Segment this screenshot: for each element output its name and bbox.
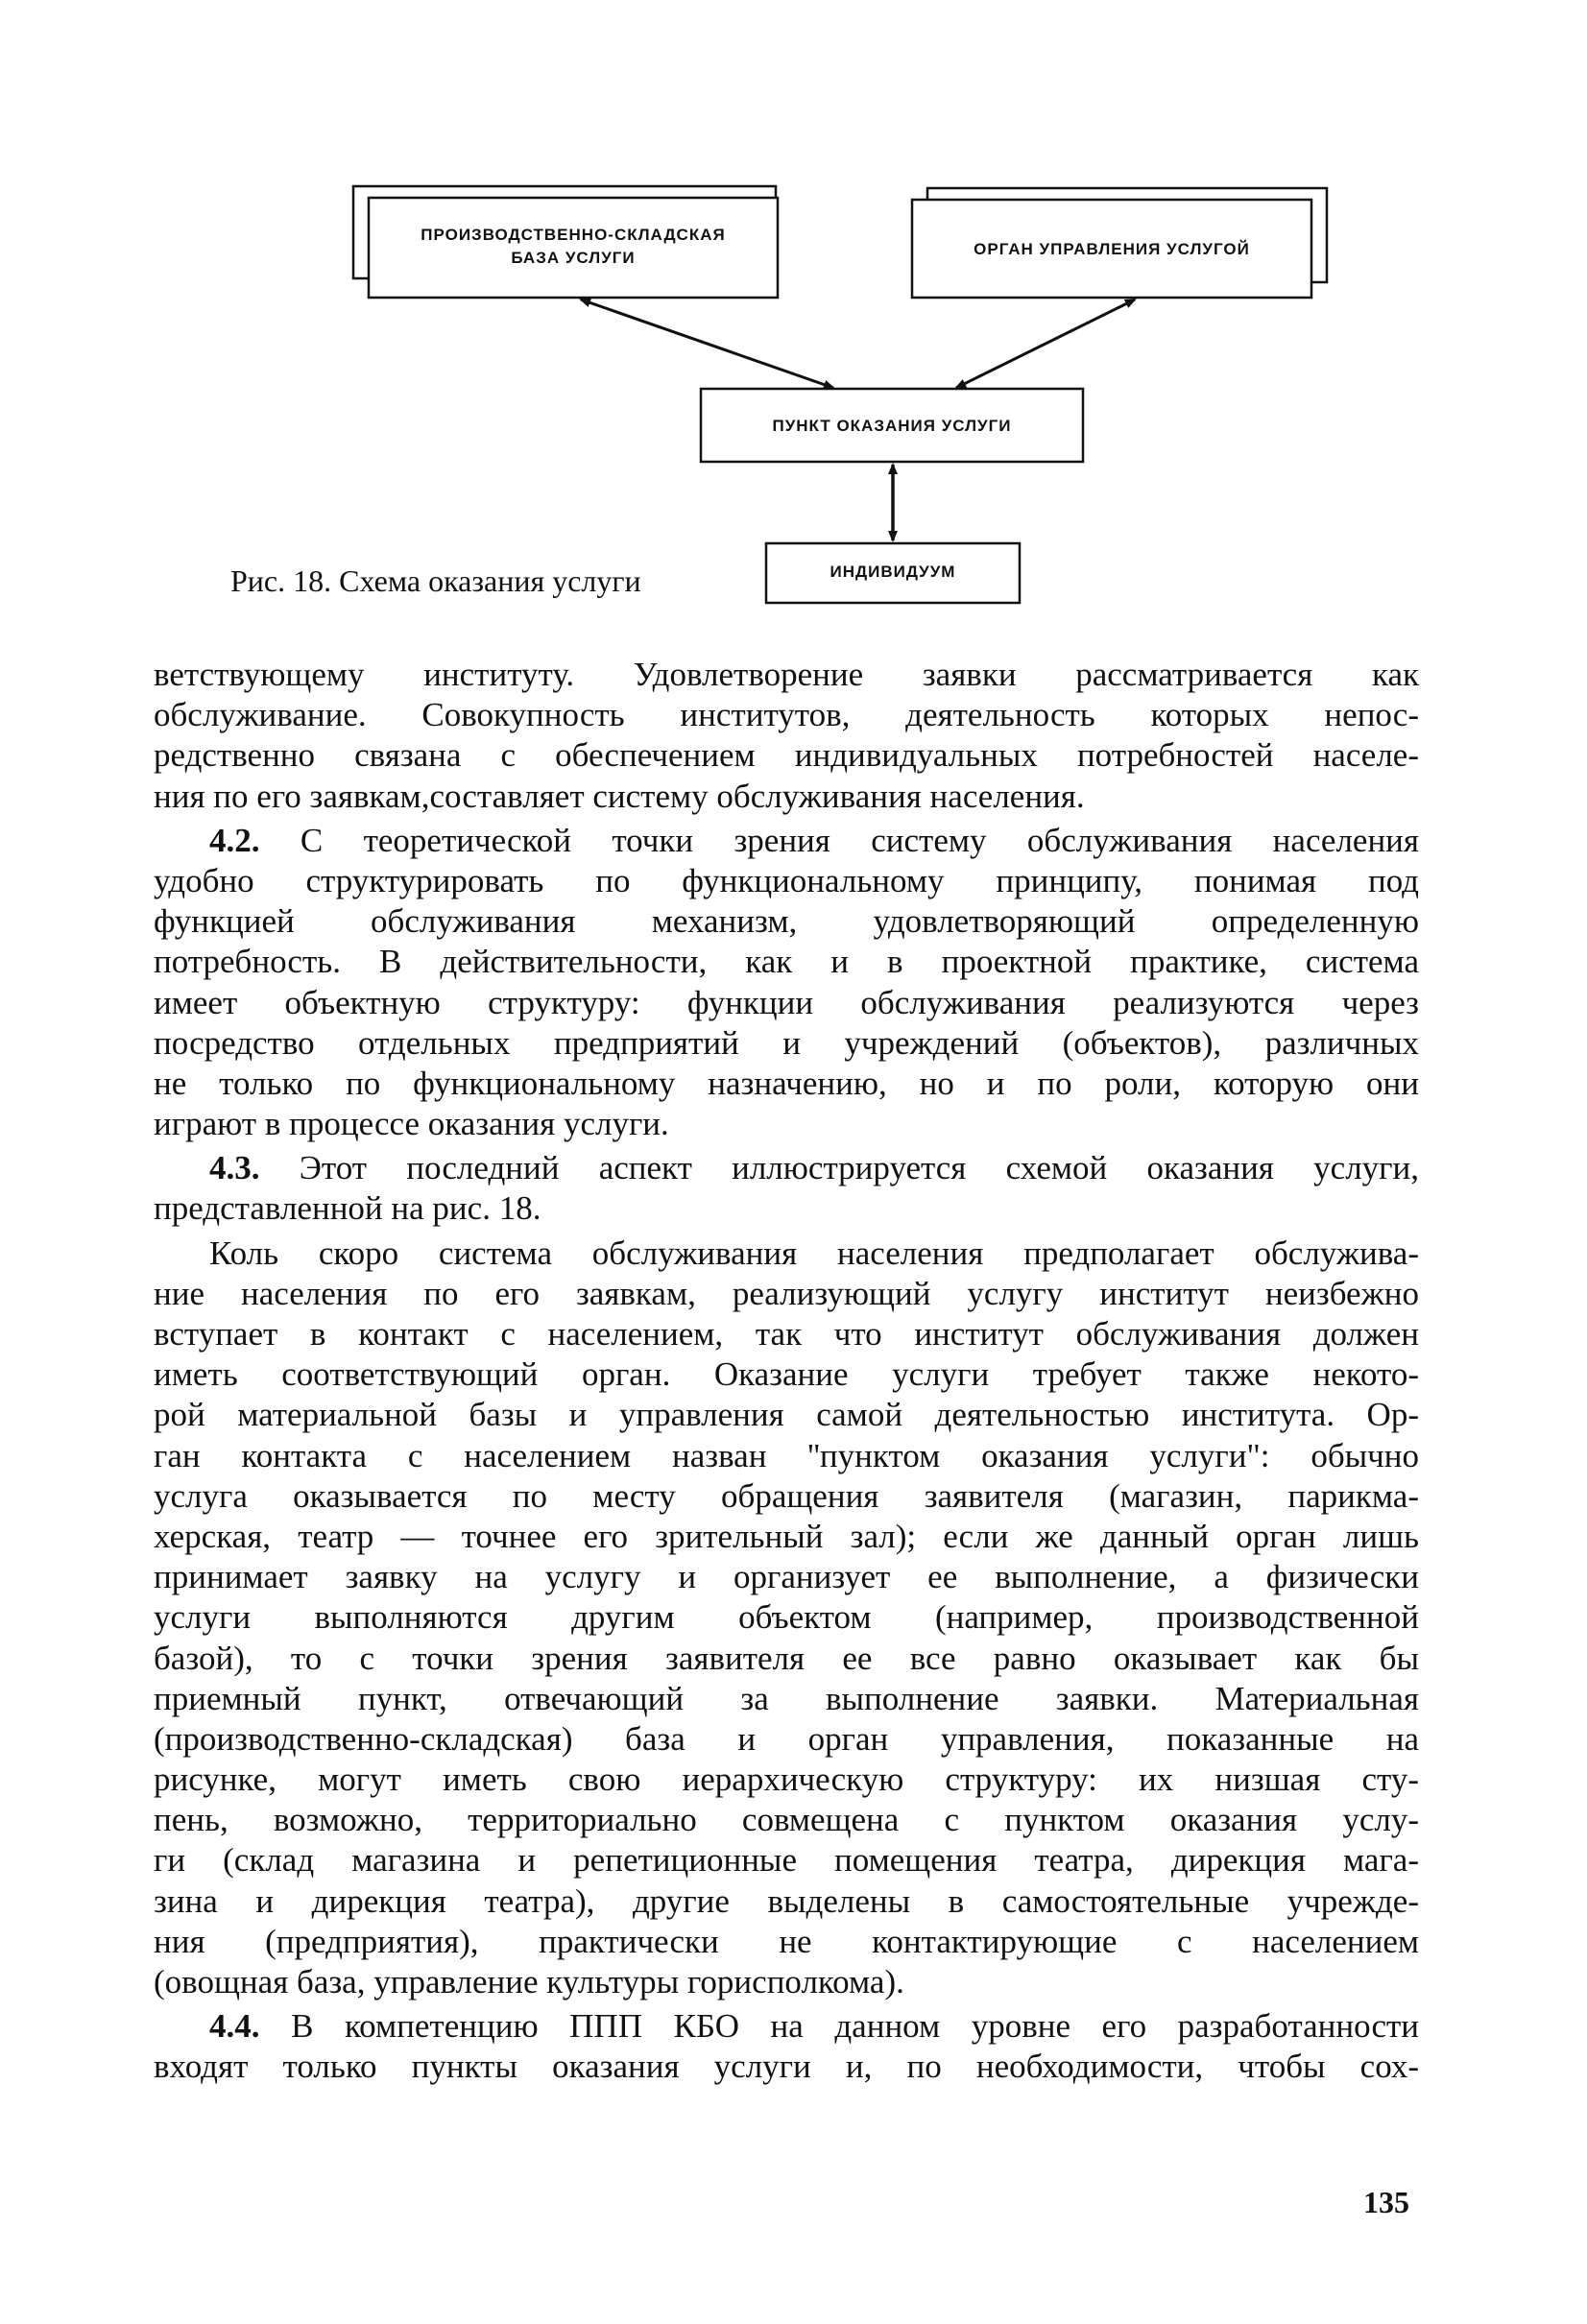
text-line: играют в процессе оказания услуги.: [154, 1105, 669, 1143]
individual-box: [766, 543, 1020, 603]
text-line: потребность. В действительности, как и в проектной практике, система: [154, 943, 1419, 981]
text-line: (овощная база, управление культуры горисполкома).: [154, 1963, 904, 2001]
text-line: (производственно-складская) база и орган управления, показанные на: [154, 1719, 1419, 1758]
paragraph-number: 4.3.: [209, 1149, 260, 1187]
text-line: посредство отдельных предприятий и учреждений (объектов), различных: [154, 1023, 1419, 1062]
paragraph-4-4: [154, 2006, 1419, 2087]
paragraph-number: 4.2.: [209, 821, 260, 859]
service-point-label: ПУНКТ ОКАЗАНИЯ УСЛУГИ: [772, 417, 1012, 435]
text-line: ветствующему институту. Удовлетворение заявки рассматривается как: [154, 656, 1419, 693]
arrow-base-to-point: [581, 299, 833, 388]
figure-caption: Рис. 18. Схема оказания услуги: [230, 563, 641, 598]
paragraph-4-2: [154, 821, 1419, 1145]
paragraph-number: 4.4.: [209, 2007, 260, 2046]
arrow-management-to-point: [956, 299, 1135, 388]
text-line: рой материальной базы и управления самой деятельностью института. Ор-: [154, 1396, 1419, 1434]
page-number: 135: [1363, 2185, 1409, 2219]
text-line: представленной на рис. 18.: [154, 1189, 541, 1228]
text-line: Коль скоро система обслуживания населения предполагает обслужива-: [209, 1234, 1419, 1272]
text-line: зина и дирекция театра), другие выделены в самостоятельные учрежде-: [154, 1881, 1419, 1920]
text-line: 4.4. В компетенцию ППП КБО на данном уровне его разработанности: [209, 2007, 1419, 2046]
text-line: иметь соответствующий орган. Оказание услуги требует также некото-: [154, 1355, 1419, 1394]
paragraph-1: [154, 655, 1419, 817]
text-line: входят только пункты оказания услуги и, по необходимости, чтобы сох-: [154, 2048, 1419, 2086]
text-line: удобно структурировать по функциональному принципу, понимая под: [154, 861, 1419, 899]
text-line: услуги выполняются другим объектом (например, производственной: [154, 1598, 1419, 1637]
text-line: ги (склад магазина и репетиционные помещения театра, дирекция мага-: [154, 1841, 1419, 1880]
production-base-box: [353, 186, 778, 298]
text-line: приемный пункт, отвечающий за выполнение заявки. Материальная: [154, 1679, 1419, 1717]
management-label: ОРГАН УПРАВЛЕНИЯ УСЛУГОЙ: [974, 240, 1250, 258]
management-box: [912, 188, 1327, 298]
body-text: [154, 655, 1419, 2088]
text-line: ния (предприятия), практически не контактирующие с населением: [154, 1922, 1419, 1960]
text-line: не только по функциональному назначению, но и по роли, которую они: [154, 1064, 1419, 1102]
paragraph-4-3: [154, 1148, 1419, 1229]
text-line: рисунке, могут иметь свою иерархическую структуру: их низшая сту-: [154, 1761, 1419, 1799]
text-line: базой), то с точки зрения заявителя ее все равно оказывает как бы: [154, 1639, 1419, 1677]
production-base-label-2: БАЗА УСЛУГИ: [511, 249, 636, 267]
text-line: вступает в контакт с населением, так что институт обслуживания должен: [154, 1315, 1419, 1353]
paragraph-main: [154, 1234, 1419, 2003]
production-base-label-1: ПРОИЗВОДСТВЕННО-СКЛАДСКАЯ: [421, 226, 726, 244]
text-line: функцией обслуживания механизм, удовлетворяющий определенную: [154, 902, 1419, 941]
text-line: ние населения по его заявкам, реализующий услугу институт неизбежно: [154, 1274, 1419, 1312]
text-line: редственно связана с обеспечением индивидуальных потребностей населе-: [154, 736, 1419, 775]
text-line: пень, возможно, территориально совмещена с пунктом оказания услу-: [154, 1801, 1419, 1839]
text-line: обслуживание. Совокупность институтов, деятельность которых непос-: [154, 696, 1419, 734]
text-line: имеет объектную структуру: функции обслуживания реализуются через: [154, 983, 1419, 1021]
text-line: принимает заявку на услугу и организует ее выполнение, а физически: [154, 1558, 1419, 1596]
text-line: 4.2. С теоретической точки зрения систему обслуживания населения: [209, 821, 1419, 859]
text-line: херская, театр — точнее его зрительный зал); если же данный орган лишь: [154, 1517, 1419, 1555]
text-line: ния по его заявкам,составляет систему обслуживания населения.: [154, 777, 1085, 815]
service-point-box: [701, 389, 1083, 462]
text-line: услуга оказывается по месту обращения заявителя (магазин, парикма-: [154, 1476, 1419, 1515]
text-line: ган контакта с населением назван ''пунктом оказания услуги": обычно: [154, 1436, 1419, 1474]
text-line: 4.3. Этот последний аспект иллюстрируется схемой оказания услуги,: [209, 1149, 1419, 1187]
individual-label: ИНДИВИДУУМ: [830, 563, 956, 581]
